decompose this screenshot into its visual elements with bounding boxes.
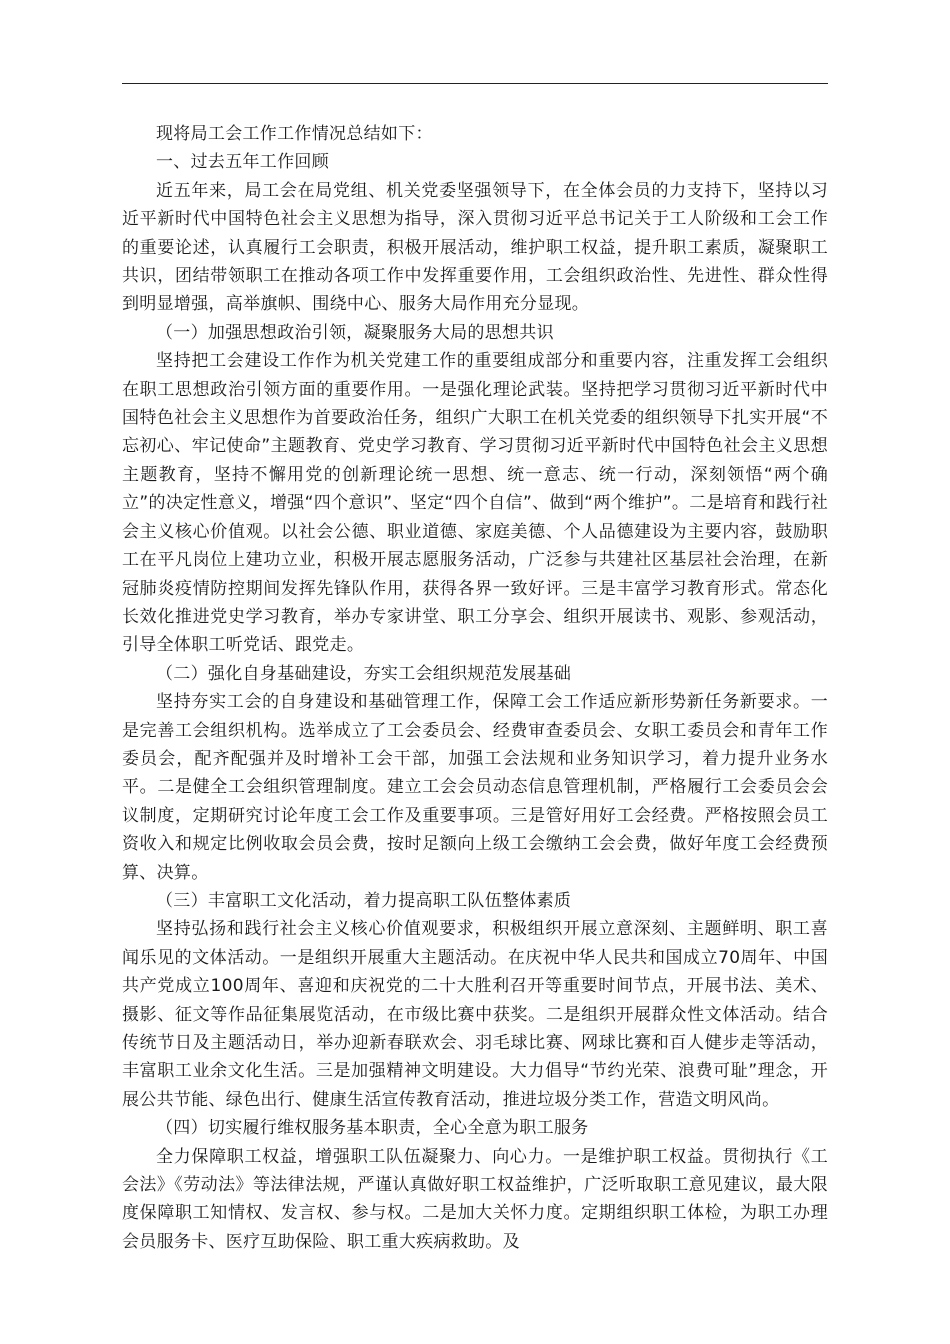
document-body	[122, 120, 828, 1256]
subsection-body-3: 坚持弘扬和践行社会主义核心价值观要求，积极组织开展立意深刻、主题鲜明、职工喜闻乐见的文体活动。一是组织开展重大主题活动。在庆祝中华人民共和国成立70周年、中国共产党成立100周年、喜迎和庆祝党的二十大胜利召开等重要时间节点，开展书法、美术、摄影、征文等作品征集展览活动，在市级比赛中获奖。二是组织开展群众性文体活动。结合传统节日及主题活动日，举办迎新春联欢会、羽毛球比赛、网球比赛和百人健步走等活动，丰富职工业余文化生活。三是加强精神文明建设。大力倡导“节约光荣、浪费可耻”理念，开展公共节能、绿色出行、健康生活宣传教育活动，推进垃圾分类工作，营造文明风尚。	[122, 919, 828, 1110]
summary-paragraph: 近五年来，局工会在局党组、机关党委坚强领导下，在全体会员的力支持下，坚持以习近平新时代中国特色社会主义思想为指导，深入贯彻习近平总书记关于工人阶级和工会工作的重要论述，认真履行工会职责，积极开展活动，维护职工权益，提升职工素质，凝聚职工共识，团结带领职工在推动各项工作中发挥重要作用，工会组织政治性、先进性、群众性得到明显增强，高举旗帜、围绕中心、服务大局作用充分显现。	[122, 180, 828, 315]
subsection-title-2: （二）强化自身基础建设，夯实工会组织规范发展基础	[156, 663, 572, 684]
header-rule	[122, 83, 828, 84]
subsection-title-4: （四）切实履行维权服务基本职责，全心全意为职工服务	[156, 1118, 589, 1139]
intro-line: 现将局工会工作工作情况总结如下：	[156, 124, 433, 144]
subsection-title-1: （一）加强思想政治引领，凝聚服务大局的思想共识	[156, 322, 554, 343]
subsection-title-3: （三）丰富职工文化活动，着力提高职工队伍整体素质	[156, 890, 572, 911]
subsection-body-4: 全力保障职工权益，增强职工队伍凝聚力、向心力。一是维护职工权益。贯彻执行《工会法》《劳动法》等法律法规，严谨认真做好职工权益维护，广泛听取职工意见建议，最大限度保障职工知情权、发言权、参与权。二是加大关怀力度。定期组织职工体检，为职工办理会员服务卡、医疗互助保险、职工重大疾病救助。及	[122, 1146, 828, 1252]
section-title: 一、过去五年工作回顾	[156, 152, 329, 173]
subsection-body-2: 坚持夯实工会的自身建设和基础管理工作，保障工会工作适应新形势新任务新要求。一是完善工会组织机构。选举成立了工会委员会、经费审查委员会、女职工委员会和青年工作委员会，配齐配强并及时增补工会干部，加强工会法规和业务知识学习，着力提升业务水平。二是健全工会组织管理制度。建立工会会员动态信息管理机制，严格履行工会委员会会议制度，定期研究讨论年度工会工作及重要事项。三是管好用好工会经费。严格按照会员工资收入和规定比例收取会员会费，按时足额向上级工会缴纳工会会费，做好年度工会经费预算、决算。	[122, 692, 828, 883]
subsection-body-1: 坚持把工会建设工作作为机关党建工作的重要组成部分和重要内容，注重发挥工会组织在职工思想政治引领方面的重要作用。一是强化理论武装。坚持把学习贯彻习近平新时代中国特色社会主义思想作为首要政治任务，组织广大职工在机关党委的组织领导下扎实开展“不忘初心、牢记使命”主题教育、党史学习教育、学习贯彻习近平新时代中国特色社会主义思想主题教育，坚持不懈用党的创新理论统一思想、统一意志、统一行动，深刻领悟“两个确立”的决定性意义，增强“四个意识”、坚定“四个自信”、做到“两个维护”。二是培育和践行社会主义核心价值观。以社会公德、职业道德、家庭美德、个人品德建设为主要内容，鼓励职工在平凡岗位上建功立业，积极开展志愿服务活动，广泛参与共建社区基层社会治理，在新冠肺炎疫情防控期间发挥先锋队作用，获得各界一致好评。三是丰富学习教育形式。常态化长效化推进党史学习教育，举办专家讲堂、职工分享会、组织开展读书、观影、参观活动，引导全体职工听党话、跟党走。	[122, 351, 828, 656]
